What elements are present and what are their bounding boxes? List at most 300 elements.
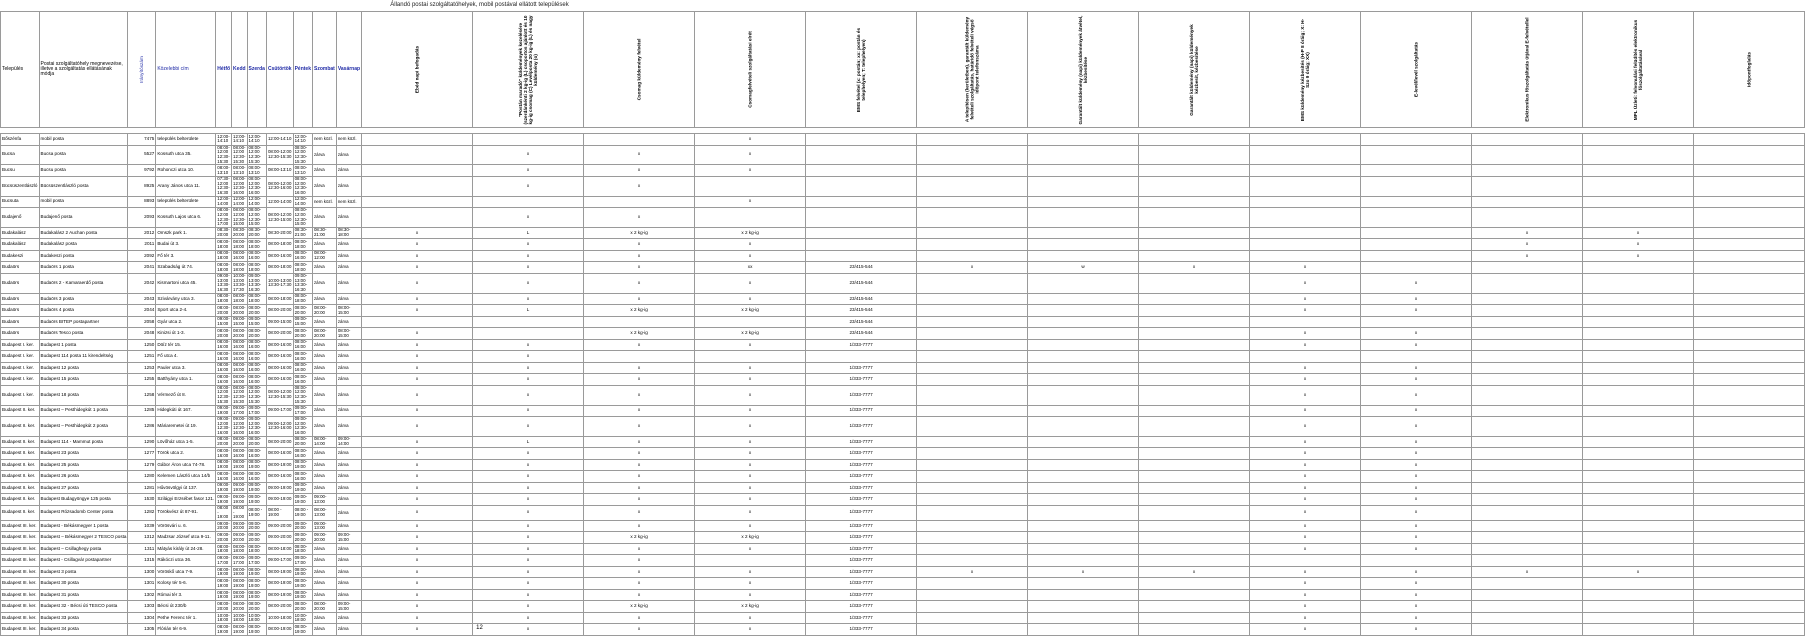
table-cell: 08:00-12:00 12:30-15:30 bbox=[293, 145, 312, 165]
table-cell: Kossuth Lajos utca 6. bbox=[156, 208, 216, 228]
table-cell: 08:00-18:00 bbox=[217, 261, 230, 272]
table-cell: 08:30-18:00 bbox=[336, 227, 361, 239]
table-cell: Budapest I. ker. bbox=[1, 351, 40, 363]
table-cell: 08:00-19:00 bbox=[233, 589, 246, 600]
table-cell: 09:00-15:00 bbox=[293, 316, 312, 328]
table-cell: 08:00-18:00 bbox=[266, 543, 293, 555]
table-cell: x bbox=[1361, 543, 1472, 555]
table-cell: 08:00-16:00 bbox=[217, 339, 230, 349]
table-cell: Omszk park 1. bbox=[156, 227, 216, 239]
table-cell bbox=[1139, 520, 1250, 532]
table-cell: 1/333-7777 bbox=[806, 436, 917, 448]
table-cell: x bbox=[362, 612, 473, 624]
table-cell bbox=[1361, 208, 1472, 228]
table-cell bbox=[1694, 448, 1805, 460]
table-cell bbox=[1472, 578, 1583, 590]
table-cell bbox=[1139, 145, 1250, 165]
table-cell: Budapest II. ker. bbox=[1, 494, 40, 506]
table-cell: Bücsüszentlászló posta bbox=[39, 176, 128, 196]
table-cell bbox=[1250, 165, 1361, 177]
table-cell bbox=[1139, 176, 1250, 196]
table-cell: x bbox=[1250, 362, 1361, 374]
table-cell: 08:00-19:00 bbox=[247, 459, 266, 471]
table-cell bbox=[584, 351, 695, 363]
table-cell bbox=[1139, 293, 1250, 305]
table-cell: 09:00-19:00 bbox=[266, 494, 293, 506]
table-cell bbox=[1694, 532, 1805, 544]
table-cell bbox=[1028, 176, 1139, 196]
table-cell: x bbox=[584, 459, 695, 471]
table-cell: 08:00-12:00 12:30-16:00 bbox=[266, 176, 293, 196]
table-cell: x 2 kg-ig bbox=[584, 227, 695, 239]
table-cell: x bbox=[473, 208, 584, 228]
table-cell: 1253 bbox=[128, 362, 156, 374]
table-cell bbox=[1028, 555, 1139, 567]
table-cell: 08:00-16:00 bbox=[266, 250, 293, 262]
table-cell: x bbox=[473, 578, 584, 590]
table-cell: 08:00-16:00 bbox=[293, 448, 312, 460]
table-cell: x bbox=[473, 494, 584, 506]
table-cell bbox=[1139, 316, 1250, 328]
table-cell bbox=[1472, 134, 1583, 146]
table-row bbox=[1, 578, 1805, 590]
table-cell: x bbox=[362, 471, 473, 483]
table-cell: 2093 bbox=[128, 208, 156, 228]
table-cell: 08:00-16:00 bbox=[233, 362, 246, 372]
table-cell bbox=[1583, 555, 1694, 567]
table-cell bbox=[1694, 417, 1805, 437]
table-cell: Budapest 18 posta bbox=[39, 385, 128, 405]
table-cell: Szabadság út 74. bbox=[156, 262, 216, 274]
table-cell bbox=[917, 471, 1028, 483]
table-cell bbox=[1361, 227, 1472, 239]
table-cell: 08:00-16:00 bbox=[266, 448, 293, 460]
table-row bbox=[1, 239, 1805, 251]
table-cell: Batthyány utca 1. bbox=[156, 374, 216, 386]
table-cell: x bbox=[473, 505, 584, 520]
table-cell: x 2 kg-ig bbox=[584, 532, 695, 544]
table-cell bbox=[473, 328, 584, 340]
table-row bbox=[1, 448, 1805, 460]
table-cell: 08:00-18:00 bbox=[217, 543, 230, 554]
table-cell: 08:30-20:00 bbox=[233, 227, 246, 238]
table-cell: zárva bbox=[336, 351, 361, 363]
column-header bbox=[1583, 12, 1694, 128]
table-cell bbox=[1583, 374, 1694, 386]
table-cell: település belterülete bbox=[156, 134, 216, 146]
table-cell bbox=[1694, 494, 1805, 506]
table-cell bbox=[1361, 145, 1472, 165]
table-cell: 09:00-17:00 bbox=[233, 405, 246, 415]
table-cell: 07:30-12:00 12:30-16:30 bbox=[217, 175, 230, 195]
table-cell: Vörösvári u. 6. bbox=[156, 520, 216, 532]
table-cell: 1530 bbox=[128, 494, 156, 506]
table-cell: Budakalász bbox=[1, 239, 40, 251]
table-cell bbox=[1028, 612, 1139, 624]
table-cell: x bbox=[362, 405, 473, 417]
table-cell: 09:00-20:00 bbox=[217, 520, 230, 531]
table-cell: x bbox=[1250, 520, 1361, 532]
table-cell bbox=[1139, 134, 1250, 146]
table-cell: Budapest II. ker. bbox=[1, 471, 40, 483]
table-cell: 08:00-12:00 12:30-15:30 bbox=[247, 385, 266, 405]
table-cell: x bbox=[695, 405, 806, 417]
table-cell: L bbox=[473, 436, 584, 448]
table-cell: 08:00-19:00 bbox=[233, 459, 246, 470]
table-cell: Máriaremetei út 19. bbox=[156, 417, 216, 437]
table-cell: Budapest 12 posta bbox=[39, 362, 128, 374]
table-cell: x bbox=[695, 578, 806, 590]
table-cell: 09:00-17:00 bbox=[266, 555, 293, 567]
column-header bbox=[584, 12, 695, 128]
table-cell bbox=[1583, 589, 1694, 601]
table-cell bbox=[806, 250, 917, 262]
table-cell bbox=[1028, 532, 1139, 544]
table-cell: Budapest – Békásmegyer 2 TESCO posta bbox=[39, 532, 128, 544]
table-cell bbox=[1583, 328, 1694, 340]
table-cell: Budaörs bbox=[1, 305, 40, 317]
table-cell: x bbox=[1583, 250, 1694, 262]
table-cell: x bbox=[695, 273, 806, 293]
table-cell: 08:00-15:00 bbox=[336, 328, 361, 340]
table-cell: 5527 bbox=[128, 145, 156, 165]
table-cell: 08:00-13:10 bbox=[217, 164, 230, 175]
table-cell: 08:00-16:00 bbox=[293, 250, 312, 262]
table-cell: 08:00-18:00 bbox=[247, 239, 266, 251]
table-cell: Budaörs bbox=[1, 328, 40, 340]
table-cell: Budapest III. ker. bbox=[1, 555, 40, 567]
table-cell: 08:00-20:00 bbox=[266, 305, 293, 317]
table-cell bbox=[1361, 239, 1472, 251]
table-cell: x bbox=[695, 362, 806, 374]
table-cell: 09:00-15:00 bbox=[217, 316, 230, 326]
table-cell: x bbox=[695, 589, 806, 601]
table-cell: 1/333-7777 bbox=[806, 339, 917, 351]
table-cell bbox=[917, 176, 1028, 196]
table-cell: Hidegkúti út 167. bbox=[156, 405, 216, 417]
table-cell: 1300 bbox=[128, 566, 156, 578]
table-cell: 08:00-12:00 bbox=[312, 250, 336, 262]
table-cell: 08:00-19:00 bbox=[266, 589, 293, 601]
table-cell bbox=[1139, 578, 1250, 590]
table-cell: 08:00 - 19:00 bbox=[232, 505, 248, 520]
table-cell: zárva bbox=[312, 176, 336, 196]
table-cell: 08:00-16:00 bbox=[217, 373, 230, 384]
table-cell: x bbox=[695, 459, 806, 471]
table-cell: 09:00-17:00 bbox=[293, 405, 312, 417]
table-cell: Gyár utca 2. bbox=[156, 316, 216, 328]
table-cell bbox=[1139, 417, 1250, 437]
table-cell bbox=[362, 145, 473, 165]
table-cell bbox=[1028, 328, 1139, 340]
table-cell bbox=[1028, 305, 1139, 317]
table-cell: nem közl. bbox=[312, 196, 336, 208]
table-cell: 1258 bbox=[128, 385, 156, 405]
table-cell bbox=[1472, 145, 1583, 165]
table-cell bbox=[1250, 316, 1361, 328]
table-cell bbox=[1583, 417, 1694, 437]
table-cell: mobil posta bbox=[39, 196, 128, 208]
table-cell bbox=[1694, 555, 1805, 567]
table-cell: x bbox=[584, 543, 695, 555]
table-cell: 08:00 - 19:00 bbox=[216, 505, 232, 520]
table-cell: 12:00-14:00 bbox=[247, 196, 266, 208]
table-cell: 1/333-7777 bbox=[806, 555, 917, 567]
table-cell bbox=[1028, 239, 1139, 251]
table-cell: Budapest 114 - Mammut posta bbox=[39, 436, 128, 448]
table-cell: 08:00-12:00 12:30-16:00 bbox=[293, 176, 312, 196]
table-cell bbox=[1472, 273, 1583, 293]
table-cell: Kinizsi út 1-3. bbox=[156, 328, 216, 340]
table-cell: Bücsüszentlászló bbox=[1, 176, 40, 196]
table-cell: x bbox=[584, 578, 695, 590]
table-cell: 08:00-16:00 bbox=[266, 351, 293, 363]
table-cell: 08:00-20:00 bbox=[266, 601, 293, 613]
table-cell: zárva bbox=[336, 339, 361, 351]
table-cell: 08:00-20:00 bbox=[247, 601, 266, 613]
table-cell: x bbox=[584, 612, 695, 624]
table-row bbox=[1, 612, 1805, 624]
table-cell bbox=[917, 436, 1028, 448]
table-cell: x bbox=[362, 273, 473, 293]
table-cell: Kismartoni utca 45. bbox=[156, 273, 216, 293]
table-cell bbox=[1583, 145, 1694, 165]
table-cell: x bbox=[1250, 385, 1361, 405]
table-cell: Budapest I. ker. bbox=[1, 339, 40, 351]
table-cell bbox=[1028, 482, 1139, 494]
table-cell: 08:00-16:00 bbox=[266, 471, 293, 483]
table-cell bbox=[362, 134, 473, 146]
table-cell: 08:00-12:00 12:30-15:00 bbox=[266, 208, 293, 228]
table-cell: 08:00-19:00 bbox=[266, 624, 293, 636]
table-cell: 09:00-12:00 12:30-16:00 bbox=[233, 416, 246, 436]
table-cell: x 2 kg-ig bbox=[584, 328, 695, 340]
table-cell: zárva bbox=[336, 293, 361, 305]
table-cell: x bbox=[1361, 339, 1472, 351]
table-cell bbox=[1028, 505, 1139, 520]
table-cell bbox=[1472, 532, 1583, 544]
table-cell bbox=[362, 208, 473, 228]
table-cell: x bbox=[473, 262, 584, 274]
table-cell: 09:00-20:00 bbox=[217, 532, 230, 542]
table-cell: Mátyás király út 24-28. bbox=[156, 543, 216, 555]
table-cell: 08:00-19:00 bbox=[247, 578, 266, 590]
table-cell: Budapest 33 posta bbox=[39, 612, 128, 624]
table-cell: x bbox=[584, 417, 695, 437]
table-cell: 10:00-18:00 bbox=[266, 612, 293, 624]
table-cell: x bbox=[362, 385, 473, 405]
table-cell bbox=[1472, 494, 1583, 506]
table-cell bbox=[1694, 505, 1805, 520]
table-cell bbox=[1694, 351, 1805, 363]
table-cell bbox=[1139, 250, 1250, 262]
table-row bbox=[1, 601, 1805, 613]
table-cell bbox=[806, 351, 917, 363]
table-cell: zárva bbox=[336, 176, 361, 196]
table-cell bbox=[917, 459, 1028, 471]
table-cell bbox=[917, 448, 1028, 460]
table-cell: x bbox=[695, 482, 806, 494]
column-header-label: Garantált küldemény (napi) küldemények átvétel, kézbesítése bbox=[1078, 15, 1089, 124]
table-cell bbox=[917, 578, 1028, 590]
table-cell bbox=[1583, 305, 1694, 317]
table-cell: Budaörs 2 - Kamaraerdő posta bbox=[39, 273, 128, 293]
table-cell: zárva bbox=[336, 543, 361, 555]
table-row bbox=[1, 305, 1805, 317]
table-cell bbox=[1583, 208, 1694, 228]
table-cell bbox=[917, 273, 1028, 293]
table-cell: zárva bbox=[336, 362, 361, 374]
table-cell: x bbox=[362, 239, 473, 251]
table-cell: 1280 bbox=[128, 471, 156, 483]
table-cell bbox=[917, 250, 1028, 262]
column-header: Szerda bbox=[247, 12, 266, 128]
table-cell: 08:00-18:00 bbox=[233, 238, 246, 249]
table-cell: 1/333-7777 bbox=[806, 494, 917, 506]
table-cell: zárva bbox=[336, 385, 361, 405]
table-cell bbox=[1472, 316, 1583, 328]
table-cell: 08:00-18:00 bbox=[266, 262, 293, 274]
table-cell bbox=[1472, 436, 1583, 448]
table-cell bbox=[1694, 208, 1805, 228]
column-header-label: Elektronikus főszolgáltatás útjával E-felvétellel bbox=[1524, 17, 1530, 122]
table-cell: 08:00-19:00 bbox=[217, 566, 230, 577]
table-cell: Budaörs 1 posta bbox=[39, 262, 128, 274]
table-cell bbox=[1139, 494, 1250, 506]
table-row bbox=[1, 543, 1805, 555]
table-cell bbox=[695, 176, 806, 196]
table-cell bbox=[1028, 624, 1139, 636]
table-cell: 08:00-16:00 bbox=[233, 250, 246, 261]
table-cell: x bbox=[1250, 566, 1361, 578]
table-cell: 8893 bbox=[128, 196, 156, 208]
table-cell: x bbox=[1250, 494, 1361, 506]
table-cell: L bbox=[473, 305, 584, 317]
table-row bbox=[1, 374, 1805, 386]
table-cell: zárva bbox=[312, 459, 336, 471]
table-cell: Török utca 2. bbox=[156, 448, 216, 460]
table-cell: zárva bbox=[312, 385, 336, 405]
table-cell: Kossuth utca 35. bbox=[156, 145, 216, 165]
table-cell: zárva bbox=[312, 612, 336, 624]
table-cell: Budapest II. ker. bbox=[1, 436, 40, 448]
table-cell: x bbox=[1361, 362, 1472, 374]
table-cell: Budapest 114 posta 11 kirendeltség bbox=[39, 351, 128, 363]
table-cell bbox=[1028, 339, 1139, 351]
table-cell: Bucsa bbox=[1, 145, 40, 165]
table-cell bbox=[1139, 482, 1250, 494]
table-cell: Budapest II. ker. bbox=[1, 482, 40, 494]
table-cell: x 2 kg-ig bbox=[695, 601, 806, 613]
table-cell: x bbox=[362, 227, 473, 239]
table-cell: 1305 bbox=[128, 624, 156, 636]
table-cell bbox=[1028, 134, 1139, 146]
table-cell: Pauler utca 3. bbox=[156, 362, 216, 374]
table-row bbox=[1, 293, 1805, 305]
table-cell bbox=[1472, 543, 1583, 555]
table-cell: 08:00-20:00 bbox=[247, 328, 266, 340]
table-cell: x bbox=[362, 589, 473, 601]
table-cell: 1312 bbox=[128, 532, 156, 544]
table-cell: x bbox=[362, 482, 473, 494]
table-cell: 12:00-14:10 bbox=[293, 134, 312, 146]
table-cell: Bucsa posta bbox=[39, 145, 128, 165]
table-cell bbox=[1361, 134, 1472, 146]
table-cell: zárva bbox=[336, 624, 361, 636]
table-cell: Budapest 25 posta bbox=[39, 459, 128, 471]
table-cell: x bbox=[1250, 436, 1361, 448]
table-cell: 09:00-20:00 bbox=[293, 520, 312, 532]
table-cell: 08:00-16:00 bbox=[247, 374, 266, 386]
table-cell: zárva bbox=[312, 208, 336, 228]
table-cell: x bbox=[1250, 459, 1361, 471]
table-cell bbox=[1583, 448, 1694, 460]
table-cell: x bbox=[695, 505, 806, 520]
table-cell: 08:00-12:00 12:30-15:30 bbox=[217, 144, 230, 164]
column-header bbox=[473, 12, 584, 128]
table-cell: 08:00-20:00 bbox=[233, 327, 246, 338]
table-cell bbox=[1583, 578, 1694, 590]
table-cell bbox=[584, 196, 695, 208]
table-cell: x bbox=[584, 494, 695, 506]
table-cell bbox=[584, 316, 695, 328]
table-cell bbox=[1472, 471, 1583, 483]
column-header-label: Irányítószám bbox=[139, 56, 145, 83]
table-cell: 1304 bbox=[128, 612, 156, 624]
table-cell: x bbox=[1472, 227, 1583, 239]
table-cell bbox=[806, 145, 917, 165]
table-cell: x bbox=[584, 339, 695, 351]
column-header bbox=[1694, 12, 1805, 128]
table-cell: x bbox=[584, 262, 695, 274]
table-cell: 23/415-544 bbox=[806, 293, 917, 305]
table-cell: x bbox=[695, 448, 806, 460]
table-cell: 23/415-544 bbox=[806, 316, 917, 328]
table-cell: Pethe Ferenc tér 1. bbox=[156, 612, 216, 624]
table-cell: 08:00-12:00 12:30-15:00 bbox=[247, 208, 266, 228]
table-cell: 1/333-7777 bbox=[806, 566, 917, 578]
table-cell bbox=[1139, 471, 1250, 483]
table-cell: x bbox=[584, 176, 695, 196]
table-cell bbox=[1028, 417, 1139, 437]
table-cell bbox=[1361, 165, 1472, 177]
table-cell: x bbox=[362, 328, 473, 340]
table-cell: 09:00-20:00 bbox=[266, 532, 293, 544]
table-cell: 08:00-16:00 bbox=[247, 471, 266, 483]
table-cell: 08:00-18:00 bbox=[233, 261, 246, 272]
table-cell: Budaörs bbox=[1, 262, 40, 274]
table-cell: 08:00-20:00 bbox=[312, 305, 336, 317]
table-cell: zárva bbox=[312, 165, 336, 177]
table-cell bbox=[1583, 385, 1694, 405]
table-cell: Budapest III. ker. bbox=[1, 624, 40, 636]
table-row bbox=[1, 471, 1805, 483]
table-cell: x bbox=[473, 273, 584, 293]
table-cell: 08:00-12:00 12:30-15:30 bbox=[266, 385, 293, 405]
table-cell: 08:00-18:00 bbox=[217, 238, 230, 249]
table-cell: 1/333-7777 bbox=[806, 362, 917, 374]
table-cell: 09:00-15:00 bbox=[336, 532, 361, 544]
table-cell bbox=[806, 165, 917, 177]
table-cell: 1/333-7777 bbox=[806, 601, 917, 613]
table-cell bbox=[1472, 305, 1583, 317]
table-cell: 09:00-20:00 bbox=[293, 532, 312, 544]
table-cell: 09:00-19:00 bbox=[247, 482, 266, 494]
table-cell: 08:30-20:00 bbox=[247, 227, 266, 239]
table-cell bbox=[695, 316, 806, 328]
table-cell: x bbox=[362, 305, 473, 317]
table-row bbox=[1, 196, 1805, 208]
